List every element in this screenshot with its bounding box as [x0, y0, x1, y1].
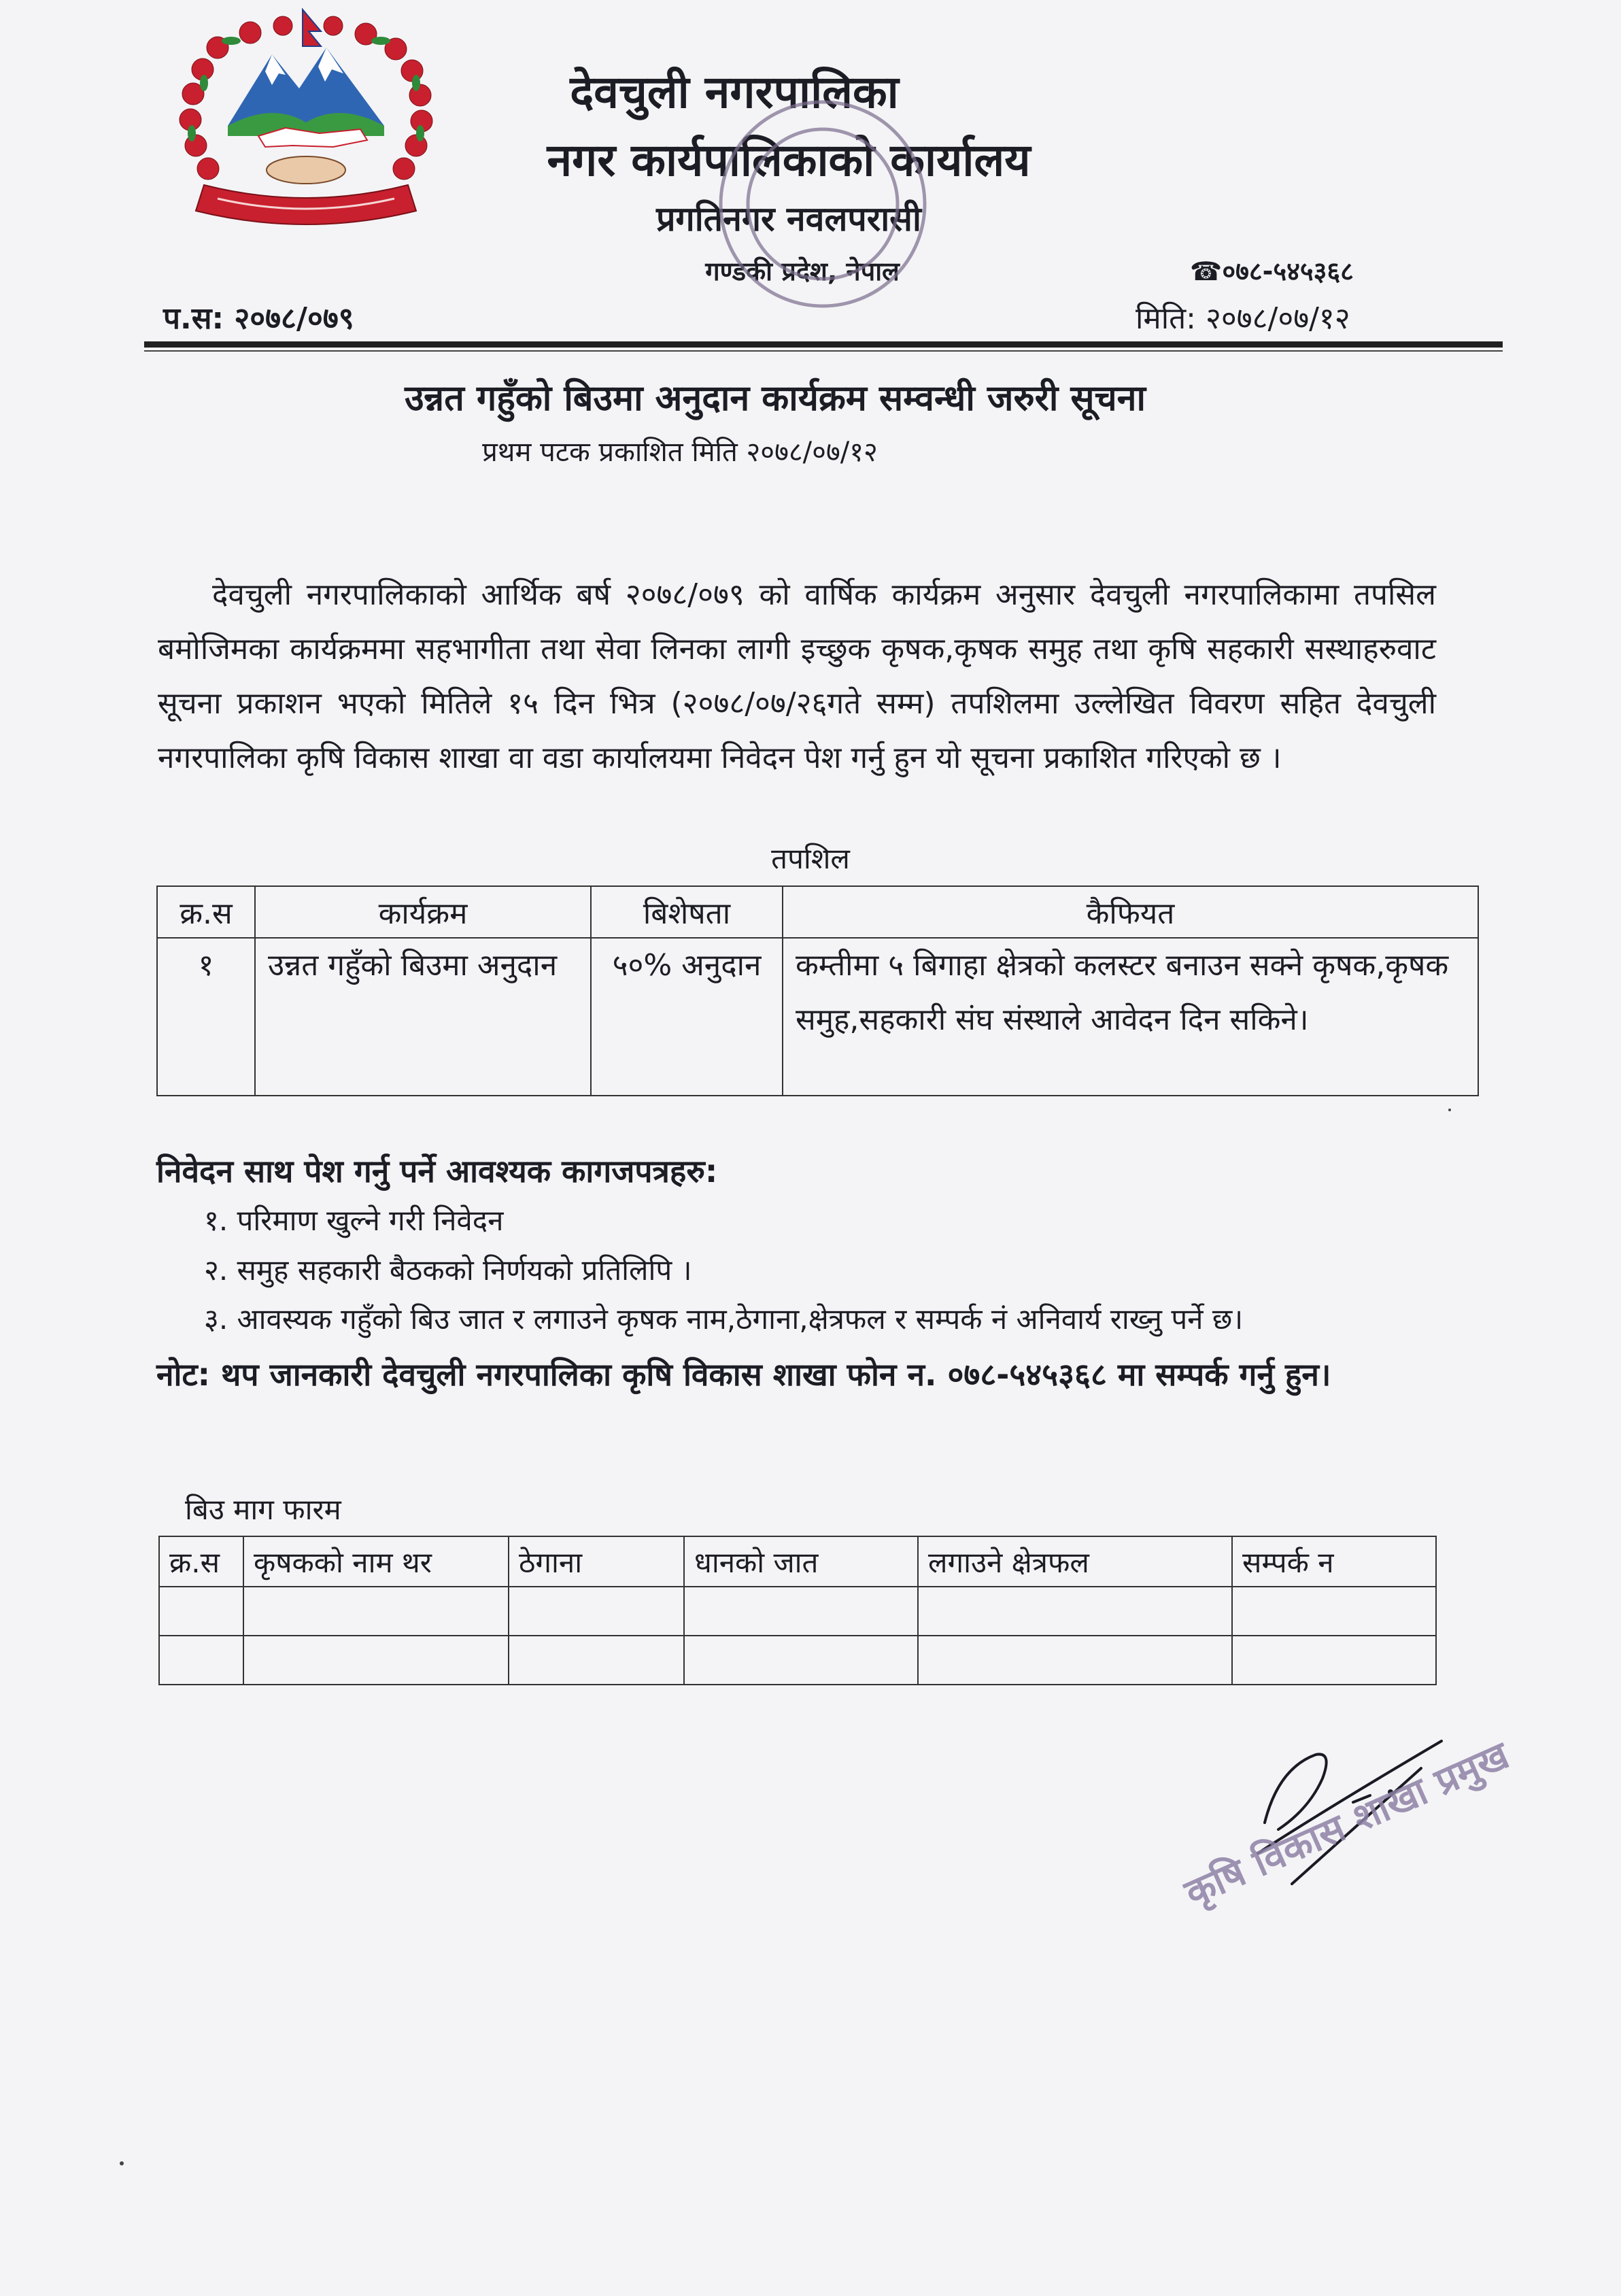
form-col-area: लगाउने क्षेत्रफल	[918, 1536, 1232, 1587]
col-remarks: कैफियत	[783, 886, 1478, 938]
office-place: प्रगतिनगर नवलपरासी	[656, 199, 921, 239]
requirement-item: ३. आवस्यक गहुँको बिउ जात र लगाउने कृषक नाम,ठेगाना,क्षेत्रफल र सम्पर्क नं अनिवार्य राख्नु पर्ने छ।	[204, 1302, 1244, 1336]
seed-demand-form-table	[158, 1536, 1437, 1685]
col-feature: बिशेषता	[591, 886, 783, 938]
office-name: नगर कार्यपालिकाको कार्यालय	[547, 134, 1031, 186]
notice-title: उन्नत गहुँको बिउमा अनुदान कार्यक्रम सम्वन्धी जरुरी सूचना	[405, 378, 1146, 419]
program-table	[156, 885, 1479, 1096]
nepal-emblem-logo	[163, 7, 449, 252]
form-empty-row	[159, 1587, 1436, 1636]
municipality-name: देवचुली नगरपालिका	[570, 66, 899, 118]
reference-number: प.स: २०७८/०७९	[163, 301, 354, 336]
office-round-stamp	[680, 88, 966, 333]
form-header-row	[159, 1536, 1436, 1587]
details-label: तपशिल	[771, 842, 850, 875]
letter-date: मिति: २०७८/०७/१२	[1136, 301, 1350, 336]
speck	[1448, 1109, 1451, 1111]
cell-sn: १	[157, 938, 255, 1096]
header-divider-thin	[144, 350, 1503, 352]
notice-body: देवचुली नगरपालिकाको आर्थिक बर्ष २०७८/०७९ को वार्षिक कार्यक्रम अनुसार देवचुली नगरपालिकामा तपसिल बमोजिमका कार्यक्रममा सहभागीता तथा सेवा लिनका लागी इच्छुक कृषक,कृषक समुह तथा कृषि सहकारी सस्थाहरुवाट सूचना प्रकाशन भएको मितिले १५ दिन भित्र (२०७८/०७/२६गते सम्म) तपशिलमा उल्लेखित विवरण सहित देवचुली नगरपालिका कृषि विकास शाखा वा वडा कार्यालयमा निवेदन पेश गर्नु हुन यो सूचना प्रकाशित गरिएको छ ।	[158, 577, 1436, 775]
speck	[120, 2161, 124, 2165]
form-col-variety: धानको जात	[684, 1536, 918, 1587]
col-program: कार्यक्रम	[255, 886, 591, 938]
notice-published-date: प्रथम पटक प्रकाशित मिति २०७८/०७/१२	[482, 437, 878, 468]
branch-seal	[1176, 1733, 1530, 1999]
cell-remarks: कम्तीमा ५ बिगाहा क्षेत्रको कलस्टर बनाउन सक्ने कृषक,कृषक समुह,सहकारी संघ संस्थाले आवेदन दिन सकिने।	[783, 938, 1478, 1096]
form-col-address: ठेगाना	[509, 1536, 684, 1587]
cell-program: उन्नत गहुँको बिउमा अनुदान	[255, 938, 591, 1096]
form-col-farmer-name: कृषकको नाम थर	[243, 1536, 509, 1587]
requirement-item: २. समुह सहकारी बैठकको निर्णयको प्रतिलिपि ।	[204, 1253, 692, 1287]
program-table-header	[157, 886, 1478, 938]
contact-note: नोट: थप जानकारी देवचुली नगरपालिका कृषि विकास शाखा फोन न. ०७८-५४५३६८ मा सम्पर्क गर्नु हुन।	[156, 1356, 1331, 1393]
form-col-sn: क्र.स	[159, 1536, 243, 1587]
office-province: गण्डकी प्रदेश, नेपाल	[705, 256, 900, 286]
branch-seal-text: कृषि विकास शाखा प्रमुख	[1178, 1733, 1516, 1916]
cell-feature: ५०% अनुदान	[591, 938, 783, 1096]
form-col-contact: सम्पर्क न	[1232, 1536, 1436, 1587]
requirements-heading: निवेदन साथ पेश गर्नु पर्ने आवश्यक कागजपत्रहरु:	[156, 1153, 718, 1189]
form-empty-row	[159, 1636, 1436, 1685]
form-title: बिउ माग फारम	[185, 1493, 341, 1526]
requirement-item: १. परिमाण खुल्ने गरी निवेदन	[204, 1204, 504, 1237]
col-sn: क्र.स	[157, 886, 255, 938]
header-divider	[144, 341, 1503, 348]
office-phone: ☎०७८-५४५३६८	[1190, 256, 1354, 286]
table-row	[157, 938, 1478, 1096]
